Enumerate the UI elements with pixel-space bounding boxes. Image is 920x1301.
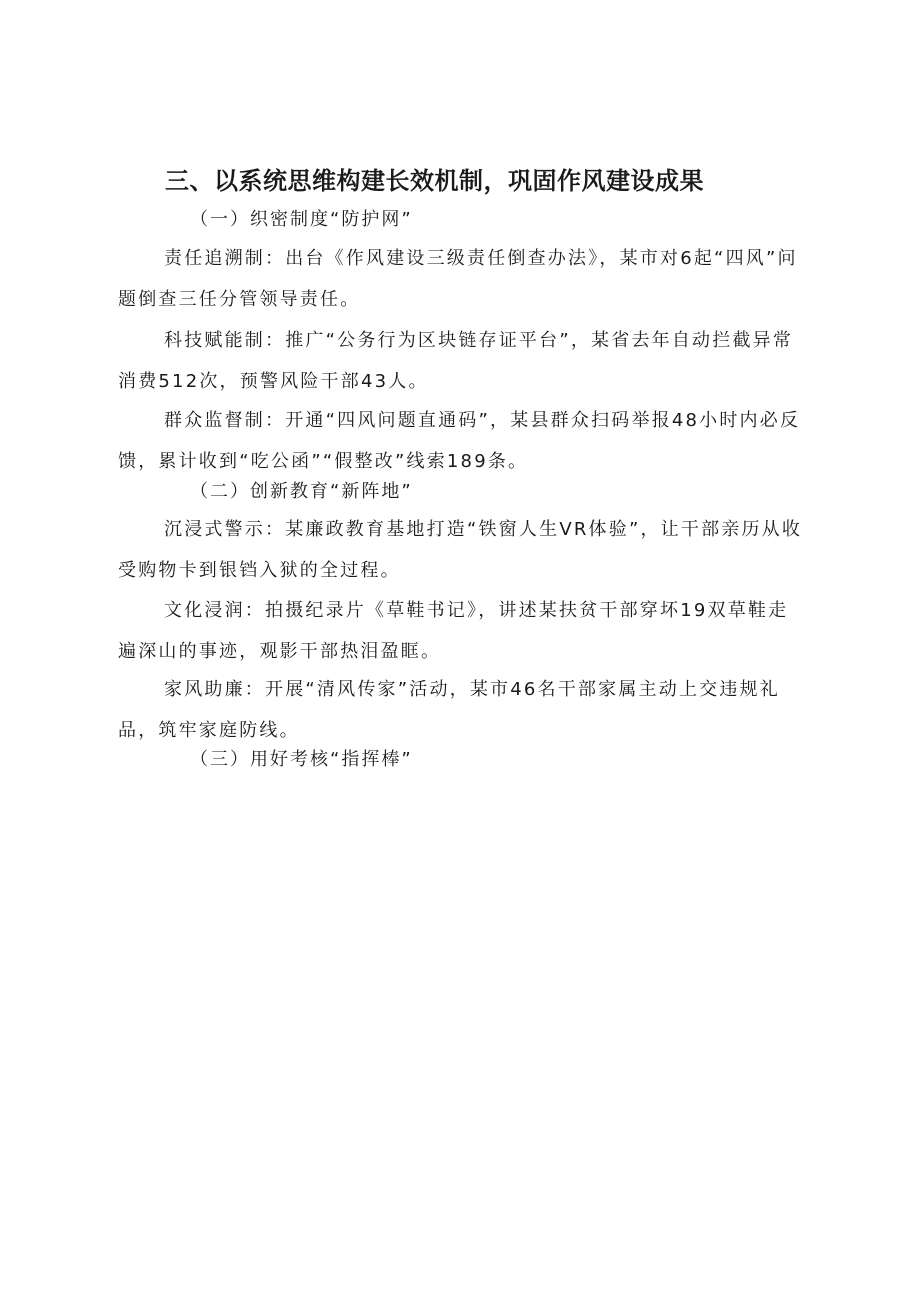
paragraph-immersive-warning: 沉浸式警示：某廉政教育基地打造“铁窗人生VR体验”，让干部亲历从收受购物卡到银铛入狱的全过程。 [118, 519, 803, 581]
section-heading: 三、以系统思维构建长效机制，巩固作风建设成果 [165, 167, 704, 195]
subsection-title-1: （一）织密制度“防护网” [190, 209, 413, 230]
paragraph-tech-empowerment: 科技赋能制：推广“公务行为区块链存证平台”，某省去年自动拦截异常消费512次，预警风险干部43人。 [118, 330, 794, 392]
paragraph-cultural-nurturing: 文化浸润：拍摄纪录片《草鞋书记》，讲述某扶贫干部穿坏19双草鞋走遍深山的事迹，观影干部热泪盈眶。 [118, 600, 789, 662]
paragraph-responsibility-tracing: 责任追溯制：出台《作风建设三级责任倒查办法》，某市对6起“四风”问题倒查三任分管领导责任。 [118, 248, 798, 310]
paragraph-family-integrity: 家风助廉：开展“清风传家”活动，某市46名干部家属主动上交违规礼品，筑牢家庭防线。 [118, 679, 780, 741]
subsection-title-3: （三）用好考核“指挥棒” [190, 749, 413, 770]
paragraph-public-supervision: 群众监督制：开通“四风问题直通码”，某县群众扫码举报48小时内必反馈，累计收到“吃公函”“假整改”线索189条。 [118, 410, 801, 472]
subsection-title-2: （二）创新教育“新阵地” [190, 481, 413, 502]
